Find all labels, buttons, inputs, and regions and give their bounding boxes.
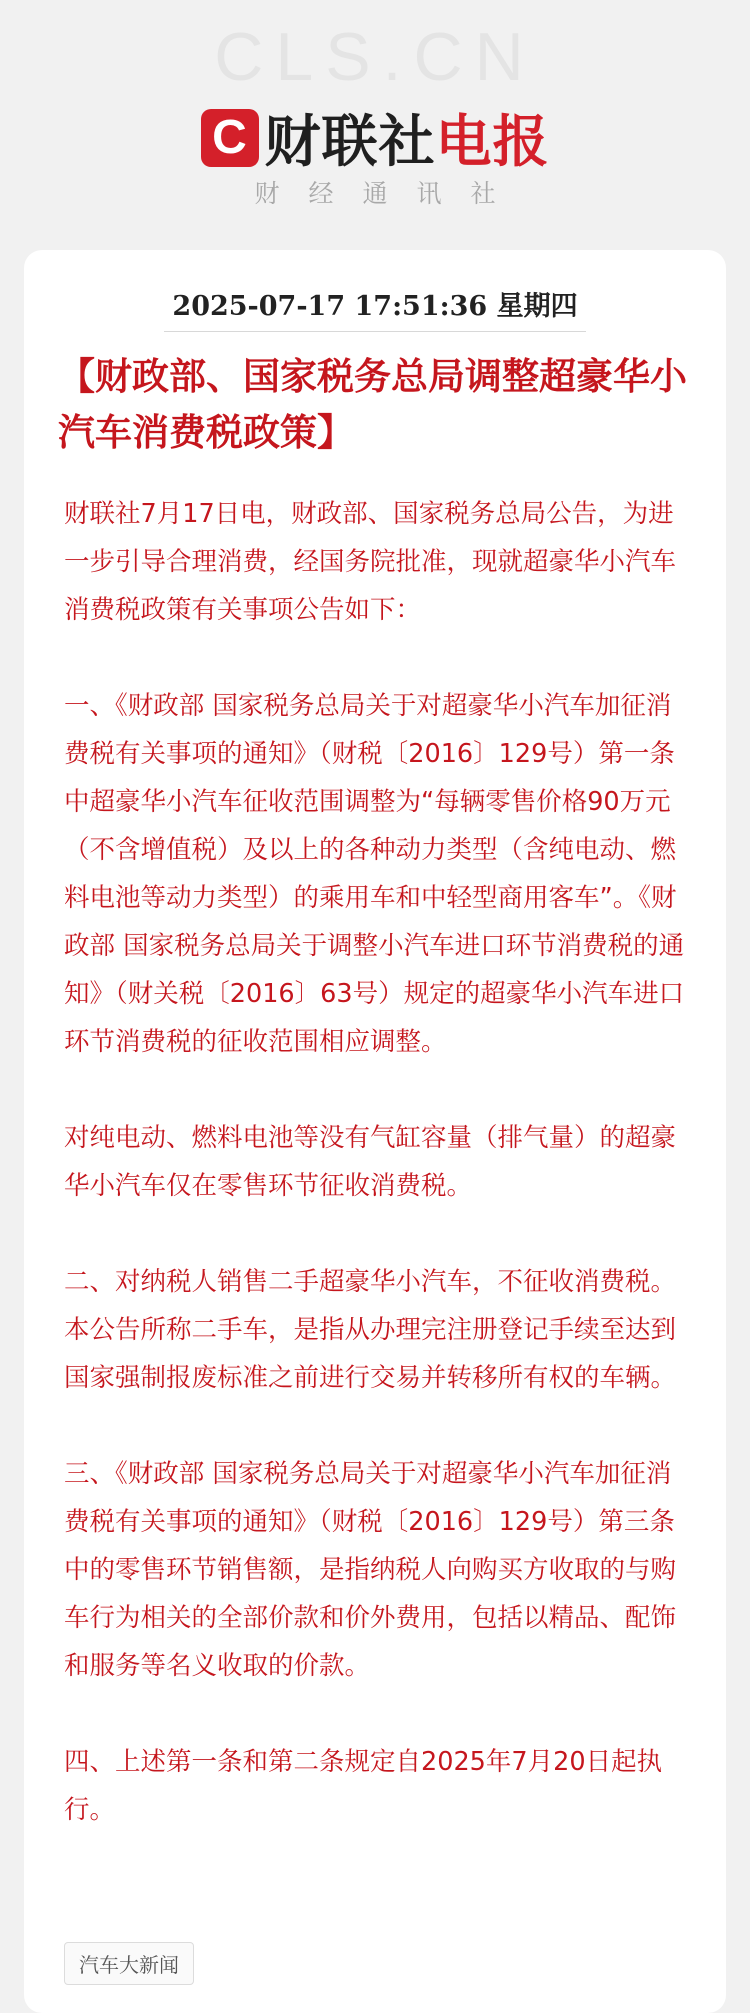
paragraph-item-4: 四、上述第一条和第二条规定自2025年7月20日起执行。 [64, 1747, 663, 1825]
brand-logo [0, 98, 750, 178]
timestamp-container [0, 280, 750, 332]
paragraph-item-3: 三、《财政部 国家税务总局关于对超豪华小汽车加征消费税有关事项的通知》（财税〔2016〕129号）第三条中的零售环节销售额，是指纳税人向购买方收取的与购车行为相关的全部价款和价外费用，包括以精品、配饰和服务等名义收取的价款。 [64, 1459, 677, 1681]
article-body [64, 490, 690, 1882]
timestamp: 2025-07-17 17:51:36 星期四 [164, 280, 585, 332]
brand-subtitle: 财经通讯社 [254, 179, 525, 208]
watermark-text: CLS.CN [214, 19, 536, 95]
article-title: 【财政部、国家税务总局调整超豪华小汽车消费税政策】 [58, 354, 687, 454]
paragraph-item-1-note: 对纯电动、燃料电池等没有气缸容量（排气量）的超豪华小汽车仅在零售环节征收消费税。 [64, 1123, 677, 1201]
topic-tag[interactable]: 汽车大新闻 [64, 1942, 194, 1985]
paragraph-item-2: 二、对纳税人销售二手超豪华小汽车，不征收消费税。本公告所称二手车，是指从办理完注册登记手续至达到国家强制报废标准之前进行交易并转移所有权的车辆。 [64, 1267, 677, 1393]
paragraph-item-1: 一、《财政部 国家税务总局关于对超豪华小汽车加征消费税有关事项的通知》（财税〔2016〕129号）第一条中超豪华小汽车征收范围调整为“每辆零售价格90万元（不含增值税）及以上的各种动力类型（含纯电动、燃料电池等动力类型）的乘用车和中轻型商用客车”。《财政部 国家税务总局关于调整小汽车进口环节消费税的通知》（财关税〔2016〕63号）规定的超豪华小汽车进口环节消费税的征收范围相应调整。 [64, 691, 685, 1057]
paragraph-intro: 财联社7月17日电，财政部、国家税务总局公告，为进一步引导合理消费，经国务院批准，现就超豪华小汽车消费税政策有关事项公告如下： [64, 499, 677, 625]
brand-accent: 电报 [435, 110, 550, 175]
logo-c-icon: C [201, 109, 259, 167]
brand-name: 财联社 [264, 110, 436, 175]
